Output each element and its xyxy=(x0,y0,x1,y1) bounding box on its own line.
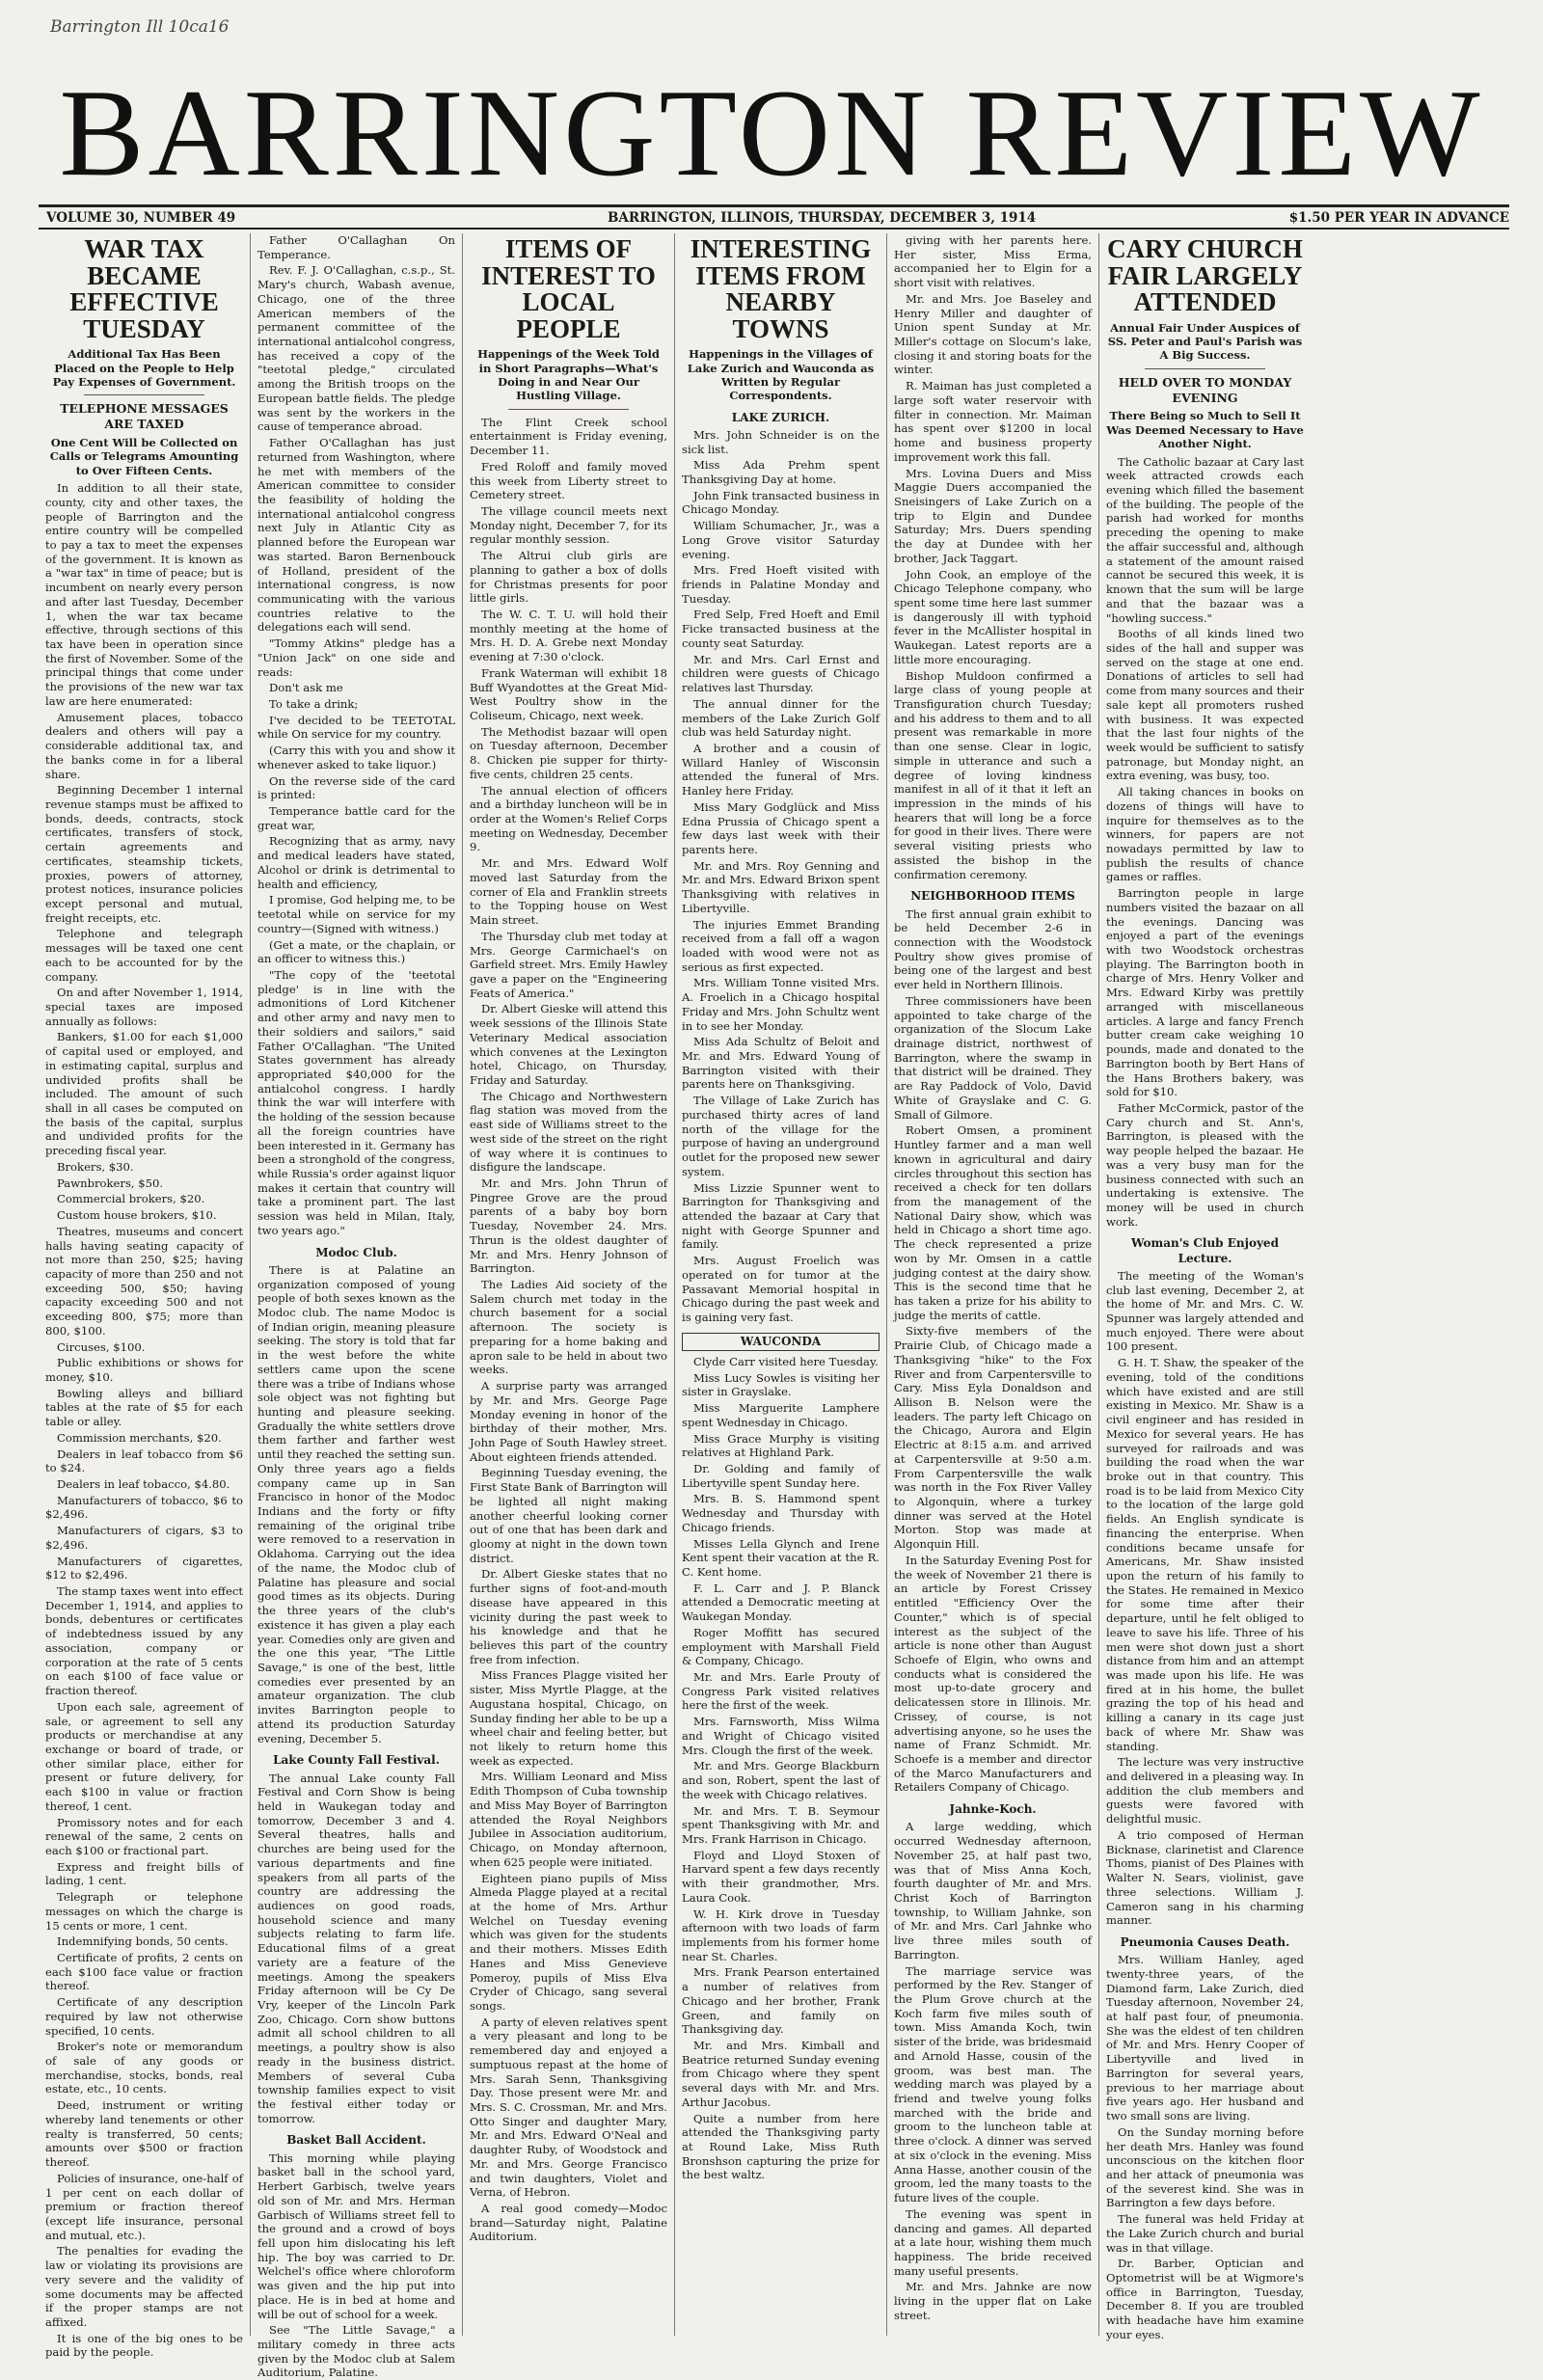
paragraph: Beginning December 1 internal revenue stamps must be affixed to bonds, deeds, contracts, stock certificates, transfers of stock, certain agreements and certificates, steamship tickets, proxies, powers of attorney, protest notices, insurance policies except personal and mutual, freight receipts, etc. xyxy=(45,783,243,925)
paragraph: (Carry this with you and show it whenever asked to take liquor.) xyxy=(257,744,455,771)
paragraph: A brother and a cousin of Willard Hanley of Wisconsin attended the funeral of Mrs. Hanley here Friday. xyxy=(682,741,880,798)
paragraph: In addition to all their state, county, city and other taxes, the people of Barrington and the entire country will be compelled to pay a tax to meet the expenses of the government. It is known as a "war tax" in time of peace; but is incumbent on nearly every person and after last Tuesday, December 1, when the war tax became effective, through sections of this tax have been in operation since the first of November. Some of the principal things that come under the provisions of the new war tax law are here enumerated: xyxy=(45,481,243,708)
subscription-price: $1.50 PER YEAR IN ADVANCE xyxy=(1288,210,1509,226)
paragraph: giving with her parents here. Her sister, Miss Erma, accompanied her to Elgin for a short visit with relatives. xyxy=(894,233,1092,290)
paragraph: Commercial brokers, $20. xyxy=(57,1192,205,1206)
paragraph: Policies of insurance, one-half of 1 per cent on each dollar of premium or fraction thereof (except life insurance, personal and mutual, etc.). xyxy=(45,2171,243,2242)
paragraph: There is at Palatine an organization composed of young people of both sexes known as the Modoc club. The name Modoc is of Indian origin, meaning pleasure seeking. The story is told that far in the west before the white settlers came upon the scene there was a tribe of Indians whose sole object was not fighting but hunting and pleasure seeking. Gradually the white settlers drove them farther and farther west until they reached the setting sun. Only three years ago a fields company came up in San Francisco in honor of the Modoc Indians and the forty or fifty remaining of the original tribe were removed to a reservation in Oklahoma. Carrying out the idea of the name, the Modoc club of Palatine has pleasure and social good times as its objects. During the three years of the club's existence it has given a play each year. Comedies only are given and the one this year, "The Little Savage," is one of the best, little comedies ever presented by an amateur organization. The club invites Barrington people to attend its production Saturday evening, December 5. xyxy=(257,1262,455,1745)
paragraph: Express and freight bills of lading, 1 cent. xyxy=(45,1859,243,1888)
subhead-monday-evening: HELD OVER TO MONDAY EVENING xyxy=(1118,374,1292,405)
paragraph: Bowling alleys and billiard tables at the rate of $5 for each table or alley. xyxy=(45,1386,243,1429)
article-body xyxy=(257,2151,455,2380)
paragraph: Father O'Callaghan On Temperance. xyxy=(257,233,455,261)
subhead-fall-festival: Lake County Fall Festival. xyxy=(273,1753,440,1768)
paragraph: Misses Lella Glynch and Irene Kent spent their vacation at the R. C. Kent home. xyxy=(682,1536,880,1579)
paragraph: Miss Lucy Sowles is visiting her sister in Grayslake. xyxy=(682,1370,880,1399)
paragraph: The Flint Creek school entertainment is Friday evening, December 11. xyxy=(470,415,667,458)
column-2 xyxy=(251,233,463,2380)
paragraph: The W. C. T. U. will hold their monthly meeting at the home of Mrs. H. D. A. Grebe next Monday evening at 7:30 o'clock. xyxy=(470,607,667,664)
paragraph: Dealers in leaf tobacco, $4.80. xyxy=(57,1477,230,1491)
paragraph: Brokers, $30. xyxy=(57,1159,134,1174)
paragraph: Mrs. Farnsworth, Miss Wilma and Wright of Chicago visited Mrs. Clough the first of the week. xyxy=(682,1715,880,1757)
paragraph: Miss Ada Prehm spent Thanksgiving Day at home. xyxy=(682,458,880,487)
article-body xyxy=(682,428,880,1325)
paragraph: "Tommy Atkins" pledge has a "Union Jack" on one side and reads: xyxy=(257,636,455,679)
paragraph: The Chicago and Northwestern flag station was moved from the east side of Williams street to the west side of the street on the right of way where it is continues to disfigure the landscape. xyxy=(470,1089,667,1175)
paragraph: Mr. and Mrs. John Thrun of Pingree Grove are the proud parents of a baby boy born Tuesday, November 24. Mrs. Thrun is the oldest daughter of Mr. and Mrs. Henry Johnson of Barrington. xyxy=(470,1176,667,1276)
paragraph: Rev. F. J. O'Callaghan, c.s.p., St. Mary's church, Wabash avenue, Chicago, one of the three American members of the permanent committee of the international antialcohol congress, has received a copy of the "teetotal pledge," circulated among the British troops on the European battle fields. The pledge was sent by the workers in the cause of temperance abroad. xyxy=(257,263,455,434)
subhead-pneumonia: Pneumonia Causes Death. xyxy=(1120,1934,1290,1949)
paragraph: Mr. and Mrs. Edward Wolf moved last Saturday from the corner of Ela and Franklin streets to the Topping house on West Main street. xyxy=(470,856,667,928)
paragraph: Temperance battle card for the great war, xyxy=(257,804,455,832)
paragraph: Dealers in leaf tobacco from $6 to $24. xyxy=(45,1447,243,1475)
paragraph: Mr. and Mrs. T. B. Seymour spent Thanksgiving with Mr. and Mrs. Frank Harrison in Chicago. xyxy=(682,1803,880,1846)
article-body xyxy=(470,416,667,2245)
paragraph: Mr. and Mrs. Earle Prouty of Congress Park visited relatives here the first of the week. xyxy=(682,1670,880,1713)
paragraph: Mrs. Frank Pearson entertained a number of relatives from Chicago and her brother, Frank Green, and family on Thanksgiving day. xyxy=(682,1965,880,2037)
paragraph: The Thursday club met today at Mrs. George Carmichael's on Garfield street. Mrs. Emily Hawley gave a paper on the "Engineering Feats of America." xyxy=(470,929,667,1000)
article-body xyxy=(682,1355,880,2182)
paragraph: A party of eleven relatives spent a very pleasant and long to be remembered day and enjoyed a sumptuous repast at the home of Mrs. Sarah Senn, Thanksgiving Day. Those present were Mr. and Mrs. S. C. Crossman, Mr. and Mrs. Otto Singer and daughter Mary, Mr. and Mrs. Edward O'Neal and daughter Ruby, of Woodstock and Mr. and Mrs. George Francisco and twin daughters, Violet and Verna, of Hebron. xyxy=(470,2015,667,2200)
paragraph: W. H. Kirk drove in Tuesday afternoon with two loads of farm implements from his former home near St. Charles. xyxy=(682,1907,880,1963)
paragraph: All taking chances in books on dozens of things will have to inquire for themselves as to the winners, for papers are not nowadays permitted by law to publish the results of chance games or raffles. xyxy=(1106,785,1304,884)
paragraph: Mr. and Mrs. Kimball and Beatrice returned Sunday evening from Chicago where they spent several days with Mr. and Mrs. Arthur Jacobus. xyxy=(682,2039,880,2109)
paragraph: Miss Marguerite Lamphere spent Wednesday in Chicago. xyxy=(682,1401,880,1429)
paragraph: Public exhibitions or shows for money, $10. xyxy=(45,1356,243,1384)
paragraph: Clyde Carr visited here Tuesday. xyxy=(693,1354,879,1368)
paragraph: Miss Ada Schultz of Beloit and Mr. and Mrs. Edward Young of Barrington visited with their parents here on Thanksgiving. xyxy=(682,1035,880,1092)
article-body xyxy=(1106,455,1304,1230)
paragraph: Floyd and Lloyd Stoxen of Harvard spent a few days recently with their grandmother, Mrs. Laura Cook. xyxy=(682,1848,880,1905)
paragraph: Upon each sale, agreement of sale, or agreement to sell any products or merchandise at any exchange or board of trade, or other similar place, either for present or future delivery, for each $100 in value or fraction thereof, 1 cent. xyxy=(45,1699,243,1813)
article-body xyxy=(894,907,1092,1796)
paragraph: The marriage service was performed by the Rev. Stanger of the Plum Grove church at the Koch farm five miles south of town. Miss Amanda Koch, twin sister of the bride, was bridesmaid and Arnold Hasse, cousin of the groom, was best man. The wedding march was played by a friend and twelve young folks marched with the bride and groom to the luncheon table at three o'clock. A dinner was served at six o'clock in the evening. Miss Anna Hasse, another cousin of the groom, led the many toasts to the future lives of the couple. xyxy=(894,1963,1092,2205)
paragraph: Dr. Barber, Optician and Optometrist will be at Wigmore's office in Barrington, Tuesday, December 8. If you are troubled with headache have him examine your eyes. xyxy=(1106,2257,1304,2341)
paragraph: On and after November 1, 1914, special taxes are imposed annually as follows: xyxy=(45,986,243,1028)
column-6 xyxy=(1099,233,1311,2341)
paragraph: The stamp taxes went into effect December 1, 1914, and applies to bonds, debentures or certificates of indebtedness issued by any association, company or corporation at the rate of 5 cents on each $100 of face value or fraction thereof. xyxy=(45,1584,243,1698)
paragraph: Three commissioners have been appointed to take charge of the organization of the Slocum Lake drainage district, northwest of Barrington, where the swamp in that district will be drained. They are Ray Paddock of Volo, David White of Grayslake and C. G. Small of Gilmore. xyxy=(894,993,1092,1122)
headline-nearby-towns: INTERESTING ITEMS FROM NEARBY TOWNS xyxy=(690,234,872,343)
column-1 xyxy=(39,233,251,2360)
deck-war-tax: Additional Tax Has Been Placed on the People to Help Pay Expenses of Government. xyxy=(52,347,236,389)
paragraph: A surprise party was arranged by Mr. and Mrs. George Page Monday evening in honor of the birthday of their mother, Mrs. John Page of South Hawley street. About eighteen friends attended. xyxy=(470,1379,667,1464)
paragraph: Dr. Golding and family of Libertyville spent Sunday here. xyxy=(682,1461,880,1490)
paragraph: Mr. and Mrs. George Blackburn and son, Robert, spent the last of the week with Chicago relatives. xyxy=(682,1759,880,1801)
article-body xyxy=(257,233,455,1238)
paragraph: The village council meets next Monday night, December 7, for its regular monthly session. xyxy=(470,503,667,547)
paragraph: Mrs. B. S. Hammond spent Wednesday and Thursday with Chicago friends. xyxy=(682,1492,880,1534)
paragraph: Manufacturers of tobacco, $6 to $2,496. xyxy=(45,1493,243,1522)
paragraph: The funeral was held Friday at the Lake Zurich church and burial was in that village. xyxy=(1106,2212,1304,2255)
bottom-rule xyxy=(39,228,1509,230)
paragraph: Bankers, $1.00 for each $1,000 of capital used or employed, and in estimating capital, surplus and undivided profits shall be included. The amount of such shall in all cases be computed on the basis of the capital, surplus and undivided profits for the preceding fiscal year. xyxy=(45,1030,243,1158)
paragraph: Father McCormick, pastor of the Cary church and St. Ann's, Barrington, is pleased with the way people helped the bazaar. He was a very busy man for the business connected with such an undertaking is extensive. The money will be used in church work. xyxy=(1106,1100,1304,1229)
paragraph: Frank Waterman will exhibit 18 Buff Wyandottes at the Great Mid-West Poultry show in the Coliseum, Chicago, next week. xyxy=(470,665,667,722)
article-body xyxy=(894,1820,1092,2322)
paragraph: Dr. Albert Gieske states that no further signs of foot-and-mouth disease have appeared in this vicinity during the past week to his knowledge and that he believes this part of the country free from infection. xyxy=(470,1567,667,1666)
subhead-jahnke-koch: Jahnke-Koch. xyxy=(949,1802,1037,1817)
paragraph: Fred Roloff and family moved this week from Liberty street to Cemetery street. xyxy=(470,459,667,502)
paragraph: Mrs. William Hanley, aged twenty-three years, of the Diamond farm, Lake Zurich, died Tuesday afternoon, November 24, at half past four, of pneumonia. She was the eldest of ten children of Mr. and Mrs. Henry Cooper of Libertyville and lived in Barrington for several years, previous to her marriage about five years ago. Her husband and two small sons are living. xyxy=(1106,1953,1304,2123)
column-4 xyxy=(675,233,887,2336)
paragraph: Manufacturers of cigars, $3 to $2,496. xyxy=(45,1524,243,1552)
paragraph: John Fink transacted business in Chicago Monday. xyxy=(682,488,880,517)
article-body xyxy=(1106,1269,1304,1928)
article-body xyxy=(257,1263,455,1745)
paragraph: Barrington people in large numbers visited the bazaar on all the evenings. Dancing was enjoyed a part of the evenings with two Woodstock orchestras playing. The Barrington booth in charge of Mrs. Henry Volker and Mrs. Edward Kirby was prettily arranged with miscellaneous articles. A large and fancy French butter cream cake weighing 10 pounds, made and donated to the Barrington booth by Bert Hans of the Hans Brothers bakery, was sold for $10. xyxy=(1106,886,1304,1099)
paragraph: Fred Selp, Fred Hoeft and Emil Ficke transacted business at the county seat Saturday. xyxy=(682,608,880,650)
paragraph: The meeting of the Woman's club last evening, December 2, at the home of Mr. and Mrs. C. W. Spunner was largely attended and much enjoyed. There were about 100 present. xyxy=(1106,1268,1304,1354)
subhead-womans-club: Woman's Club Enjoyed Lecture. xyxy=(1131,1236,1279,1265)
paragraph: The Altrui club girls are planning to gather a box of dolls for Christmas presents for poor little girls. xyxy=(470,549,667,606)
paragraph: "The copy of the 'teetotal pledge' is in line with the admonitions of Lord Kitchener and other army and navy men to their soldiers and sailors," said Father O'Callaghan. "The United States government has already appropriated $40,000 for the antialcohol congress. I hardly think the war will interfere with the holding of the session because all the foreign countries have been interested in it. Germany has been a stronghold of the congress, while Russia's order against liquor makes it certain that country will take a prominent part. The last session was held in Milan, Italy, two years ago." xyxy=(257,967,455,1237)
subhead-wauconda: WAUCONDA xyxy=(682,1333,880,1351)
paragraph: R. Maiman has just completed a large soft water reservoir with filter in connection. Mr. Maiman has spent over $1200 in local home and business property improvement work this fall. xyxy=(894,379,1092,464)
paragraph: Promissory notes and for each renewal of the same, 2 cents on each $100 or fractional part. xyxy=(45,1815,243,1857)
paragraph: Father O'Callaghan has just returned from Washington, where he met with members of the American committee to consider the feasibility of holding the international antialcohol congress next July in Atlantic City as planned before the European war was started. Baron Bernenbouck of Holland, president of the international congress, is now communicating with the various countries relative to the delegations each will send. xyxy=(257,436,455,635)
paragraph: Quite a number from here attended the Thanksgiving party at Round Lake, Miss Ruth Bronshson capturing the prize for the best waltz. xyxy=(682,2111,880,2182)
paragraph: In the Saturday Evening Post for the week of November 21 there is an article by Forest Crissey entitled "Efficiency Over the Counter," which is of special interest as the subject of the article is none other than August Schoefe of Elgin, who owns and conducts what is considered the most up-to-date grocery and delicatessen store in Illinois. Mr. Crissey, of course, is not advertising anyone, so he uses the name of Franz Schmidt. Mr. Schoefe is a member and director of the Marco Manufacturers and Retailers Company of Chicago. xyxy=(894,1553,1092,1795)
masthead-title: BARRINGTON REVIEW xyxy=(59,63,1484,203)
paragraph: On the reverse side of the card is printed: xyxy=(257,773,455,802)
deck-cary-fair: Annual Fair Under Auspices of SS. Peter and Paul's Parish was A Big Success. xyxy=(1107,320,1303,363)
paragraph: Eighteen piano pupils of Miss Almeda Plagge played at a recital at the home of Mrs. Arthur Welchel on Tuesday evening which was given for the students and their mothers. Misses Edith Hanes and Miss Genevieve Pomeroy, pupils of Miss Elva Cryder of Chicago, sang several songs. xyxy=(470,1871,667,2013)
paragraph: Mrs. Lovina Duers and Miss Maggie Duers accompanied the Sneisingers of Lake Zurich on a trip to Elgin and Dundee Saturday; Mrs. Duers spending the day at Dundee with her brother, Jack Taggart. xyxy=(894,466,1092,565)
paragraph: Certificate of profits, 2 cents on each $100 face value or fraction thereof. xyxy=(45,1951,243,1993)
paragraph: Pawnbrokers, $50. xyxy=(57,1176,164,1190)
paragraph: Mrs. William Tonne visited Mrs. A. Froelich in a Chicago hospital Friday and Mrs. John Schultz went in to see her Monday. xyxy=(682,976,880,1033)
paragraph: A real good comedy—Modoc brand—Saturday night, Palatine Auditorium. xyxy=(470,2202,667,2244)
headline-cary-fair: CARY CHURCH FAIR LARGELY ATTENDED xyxy=(1107,234,1303,317)
paragraph: Certificate of any description required by law not otherwise specified, 10 cents. xyxy=(45,1995,243,2038)
paragraph: The Village of Lake Zurich has purchased thirty acres of land north of the village for the purpose of having an underground outlet for the proposed new sewer system. xyxy=(682,1094,880,1178)
paragraph: Manufacturers of cigarettes, $12 to $2,496. xyxy=(45,1554,243,1582)
paragraph: Commission merchants, $20. xyxy=(57,1430,222,1445)
paragraph: Indemnifying bonds, 50 cents. xyxy=(57,1934,229,1949)
paragraph: See "The Little Savage," a military comedy in three acts given by the Modoc club at Salem Auditorium, Palatine. xyxy=(257,2323,455,2380)
deck-telephone-tax: One Cent Will be Collected on Calls or Telegrams Amounting to Over Fifteen Cents. xyxy=(49,436,239,477)
paragraph: Roger Moffitt has secured employment with Marshall Field & Company, Chicago. xyxy=(682,1625,880,1668)
deck-monday-evening: There Being so Much to Sell It Was Deemed Necessary to Have Another Night. xyxy=(1106,409,1304,451)
paragraph: I promise, God helping me, to be teetotal while on service for my country—(Signed with witness.) xyxy=(257,893,456,935)
paragraph: The Ladies Aid society of the Salem church met today in the church basement for a social afternoon. The society is preparing for a home baking and apron sale to be held in about two weeks. xyxy=(470,1278,667,1377)
paragraph: Don't ask me xyxy=(269,681,343,695)
paragraph: Mr. and Mrs. Joe Baseley and Henry Miller and daughter of Union spent Sunday at Mr. Miller's cottage on Slocum's lake, closing it and storing boats for the winter. xyxy=(894,291,1092,377)
paragraph: Sixty-five members of the Prairie Club, of Chicago made a Thanksgiving "hike" to the Fox River and from Carpentersville to Cary. Miss Eyla Donaldson and Allison B. Nelson were the leaders. The party left Chicago on the Chicago, Aurora and Elgin Electric at 8:15 a.m. and arrived at Carpentersville at 9:50 a.m. From Carpentersville the walk was north in the Fox River Valley to Algonquin, where a turkey dinner was served at the Hotel Morton. Stop was made at Algonquin Hill. xyxy=(894,1324,1092,1552)
paragraph: Miss Grace Murphy is visiting relatives at Highland Park. xyxy=(682,1431,880,1460)
paragraph: (Get a mate, or the chaplain, or an officer to witness this.) xyxy=(257,937,455,966)
paragraph: A large wedding, which occurred Wednesday afternoon, November 25, at half past two, was that of Miss Anna Koch, fourth daughter of Mr. and Mrs. Christ Koch of Barrington township, to William Jahnke, son of Mr. and Mrs. Carl Jahnke who live three miles south of Barrington. xyxy=(894,1820,1092,1961)
paragraph: The first annual grain exhibit to be held December 2-6 in connection with the Woodstock Poultry show gives promise of being one of the largest and best ever held in Northern Illinois. xyxy=(894,906,1092,992)
paragraph: Mr. and Mrs. Jahnke are now living in the upper flat on Lake street. xyxy=(894,2280,1092,2322)
paragraph: Telegraph or telephone messages on which the charge is 15 cents or more, 1 cent. xyxy=(45,1890,243,1933)
dateline-bar xyxy=(39,207,1509,228)
paragraph: This morning while playing basket ball in the school yard, Herbert Garbisch, twelve years old son of Mr. and Mrs. Herman Garbisch of Williams street fell to the ground and a crowd of boys fell upon him dislocating his left hip. The boy was carried to Dr. Welchel's office where chloroform was given and the hip put into place. He is in bed at home and will be out of school for a week. xyxy=(257,2150,455,2321)
paragraph: Amusement places, tobacco dealers and others will pay a considerable additional tax, and the banks come in for a liberal share. xyxy=(45,710,243,781)
columns xyxy=(39,233,1509,2380)
paragraph: William Schumacher, Jr., was a Long Grove visitor Saturday evening. xyxy=(682,519,880,561)
paragraph: Miss Lizzie Spunner went to Barrington for Thanksgiving and attended the bazaar at Cary that night with George Spunner and family. xyxy=(682,1180,880,1252)
paragraph: The annual dinner for the members of the Lake Zurich Golf club was held Saturday night. xyxy=(682,696,880,740)
paragraph: I've decided to be TEETOTAL while On service for my country. xyxy=(257,713,455,742)
paragraph: Custom house brokers, $10. xyxy=(57,1208,217,1223)
paragraph: Recognizing that as army, navy and medical leaders have stated, Alcohol or drink is detrimental to health and efficiency, xyxy=(257,834,455,891)
paragraph: Dr. Albert Gieske will attend this week sessions of the Illinois State Veterinary Medical association which convenes at the Lexington hotel, Chicago, on Thursday, Friday and Saturday. xyxy=(470,1002,667,1087)
paragraph: The Methodist bazaar will open on Tuesday afternoon, December 8. Chicken pie supper for thirty-five cents, children 25 cents. xyxy=(470,724,667,781)
handwritten-note: Barrington Ill 10ca16 xyxy=(50,17,230,37)
article-body xyxy=(257,1771,455,2126)
paragraph: The injuries Emmet Branding received from a fall off a wagon loaded with wood were not as serious as first expected. xyxy=(682,917,880,974)
article-body xyxy=(1106,1953,1304,2341)
paragraph: Circuses, $100. xyxy=(57,1339,146,1354)
deck-nearby-towns: Happenings in the Villages of Lake Zurich and Wauconda as Written by Regular Correspondents. xyxy=(687,347,875,403)
deck-local-items: Happenings of the Week Told in Short Paragraphs—What's Doing in and Near Our Hustling Village. xyxy=(477,347,660,403)
paragraph: Mrs. Fred Hoeft visited with friends in Palatine Monday and Tuesday. xyxy=(682,563,880,606)
paragraph: Mrs. August Froelich was operated on for tumor at the Passavant Memorial hospital in Chicago during the past week and is gaining very fast. xyxy=(682,1254,880,1324)
headline-war-tax: WAR TAX BECAME EFFECTIVE TUESDAY xyxy=(69,234,219,343)
paragraph: F. L. Carr and J. P. Blanck attended a Democratic meeting at Waukegan Monday. xyxy=(682,1581,880,1624)
paragraph: The penalties for evading the law or violating its provisions are very severe and the validity of some documents may be affected if the proper stamps are not affixed. xyxy=(45,2244,243,2329)
paragraph: John Cook, an employe of the Chicago Telephone company, who spent some time here last summer is dangerously ill with typhoid fever in the McAllister hospital in Waukegan. Latest reports are a little more encouraging. xyxy=(894,567,1092,666)
subhead-modoc-club: Modoc Club. xyxy=(315,1245,397,1259)
paragraph: Robert Omsen, a prominent Huntley farmer and a man well known in agricultural and dairy circles throughout this section has received a check for ten dollars from the management of the National Dairy show, which was held in Chicago a short time ago. The check represented a prize won by Mr. Omsen in a cattle judging contest at the dairy show. This is the second time that he has taken a prize for his ability to judge the merits of cattle. xyxy=(894,1123,1092,1322)
column-3 xyxy=(463,233,675,2336)
place-date: BARRINGTON, ILLINOIS, THURSDAY, DECEMBER 3, 1914 xyxy=(608,210,1037,226)
paragraph: Deed, instrument or writing whereby land tenements or other realty is transferred, 50 cents; amounts over $500 or fraction thereof. xyxy=(45,2098,243,2170)
subhead-lake-zurich: LAKE ZURICH. xyxy=(731,410,830,424)
paragraph: Broker's note or memorandum of sale of any goods or merchandise, stocks, bonds, real estate, etc., 10 cents. xyxy=(45,2040,243,2096)
paragraph: A trio composed of Herman Bicknase, clarinetist and Clarence Thoms, pianist of Des Plaines with Walter N. Sears, violinist, gave three selections. William J. Cameron sang in his charming manner. xyxy=(1106,1827,1304,1928)
paragraph: Miss Mary Godglück and Miss Edna Prussia of Chicago spent a few days last week with their parents here. xyxy=(682,799,880,856)
paragraph: G. H. T. Shaw, the speaker of the evening, told of the conditions which have existed and are still existing in Mexico. Mr. Shaw is a civil engineer and has resided in Mexico for several years. He has surveyed for railroads and was building the road when the war broke out in that country. This road is to be laid from Mexico City to the location of the large gold fields. An English syndicate is financing the enterprise. When conditions became unsafe for Americans, Mr. Shaw insisted upon the return of his family to the States. He remained in Mexico for some time after their departure, until he felt obliged to leave to save his life. Three of his men were shot down just a short distance from him and an attempt was made upon his life. He was fired at in his home, the bullet grazing the top of his head and killing a canary in its cage just back of where Mr. Shaw was standing. xyxy=(1106,1356,1304,1753)
divider xyxy=(84,394,204,395)
paragraph: It is one of the big ones to be paid by the people. xyxy=(45,2331,243,2360)
subhead-neighborhood-items: NEIGHBORHOOD ITEMS xyxy=(910,889,1075,904)
paragraph: Miss Frances Plagge visited her sister, Miss Myrtle Plagge, at the Augustana hospital, Chicago, on Sunday finding her able to be up a wheel chair and feeling better, but not likely to return home this week as expected. xyxy=(470,1668,667,1768)
paragraph: Mrs. John Schneider is on the sick list. xyxy=(682,427,880,456)
paragraph: Mr. and Mrs. Roy Genning and Mr. and Mrs. Edward Brixon spent Thanksgiving with relatives in Libertyville. xyxy=(682,858,880,915)
volume-number: VOLUME 30, NUMBER 49 xyxy=(46,210,236,226)
paragraph: Theatres, museums and concert halls having seating capacity of not more than 250, $25; having capacity of more than 250 and not exceeding 500, $50; having capacity exceeding 500 and not exceeding 800, $75; more than 800, $100. xyxy=(45,1224,243,1338)
paragraph: Mr. and Mrs. Carl Ernst and children were guests of Chicago relatives last Thursday. xyxy=(682,652,880,695)
subhead-telephone-tax: TELEPHONE MESSAGES ARE TAXED xyxy=(60,401,229,432)
paragraph: On the Sunday morning before her death Mrs. Hanley was found unconscious on the kitchen floor and her attack of pneumonia was of the severest kind. She was in Barrington a few days before. xyxy=(1106,2124,1304,2210)
headline-local-items: ITEMS OF INTEREST TO LOCAL PEOPLE xyxy=(481,234,656,343)
paragraph: The Catholic bazaar at Cary last week attracted crowds each evening which filled the basement of the building. The people of the parish had worked for months preceding the opening to make the affair successful and, although a statement of the amount raised cannot be secured this week, it is known that the sum will be large and that the bazaar was a "howling success." xyxy=(1106,454,1304,625)
paragraph: Booths of all kinds lined two sides of the hall and supper was served on the stage at one end. Donations of articles to sell had come from many sources and their sale kept all promoters rushed with business. It was expected that the last four nights of the week would be sufficient to satisfy patronage, but Monday night, an extra evening, was busy, too. xyxy=(1106,627,1304,783)
paragraph: Mrs. William Leonard and Miss Edith Thompson of Cuba township and Miss May Boyer of Barrington attended the Royal Neighbors Jubilee in Association auditorium, Chicago, on Monday afternoon, when 625 people were initiated. xyxy=(470,1770,667,1869)
divider xyxy=(1145,368,1265,369)
paragraph: Bishop Muldoon confirmed a large class of young people at Transfiguration church Tuesday; and his address to them and to all present was remarkable in more than one sense. Clear in logic, simple in utterance and such a degree of loving kindness manifest in all of it that it left an impression in the minds of his hearers that will long be a force for good in their lives. There were several visiting priests who assisted the bishop in the confirmation ceremony. xyxy=(894,668,1092,881)
paragraph: Beginning Tuesday evening, the First State Bank of Barrington will be lighted all night making another cheerful looking corner out of one that has been dark and gloomy at night in the down town district. xyxy=(470,1466,667,1565)
divider xyxy=(508,409,629,410)
paragraph: Telephone and telegraph messages will be taxed one cent each to be accounted for by the company. xyxy=(45,927,243,984)
paragraph: To take a drink; xyxy=(269,697,359,711)
paragraph: The evening was spent in dancing and games. All departed at a late hour, wishing them much happiness. The bride received many useful presents. xyxy=(894,2206,1092,2278)
column-5 xyxy=(887,233,1099,2336)
paragraph: The annual Lake county Fall Festival and Corn Show is being held in Waukegan today and tomorrow, December 3 and 4. Several theatres, halls and churches are being used for the various departments and fine speakers from all parts of the country are addressing the audiences on good roads, household science and many subjects relating to farm life. Educational films of a great variety are a feature of the meetings. Among the speakers Friday afternoon will be Cy De Vry, keeper of the Lincoln Park Zoo, Chicago. Corn show buttons admit all school children to all meetings, a poultry show is also ready in the business district. Members of several Cuba township families expect to visit the festival either today or tomorrow. xyxy=(257,1771,455,2125)
article-body xyxy=(45,481,243,2360)
subhead-basket-ball: Basket Ball Accident. xyxy=(286,2133,426,2148)
paragraph: The lecture was very instructive and delivered in a pleasing way. In addition the club members and guests were favored with delightful music. xyxy=(1106,1755,1304,1826)
article-body xyxy=(894,233,1092,881)
paragraph: The annual election of officers and a birthday luncheon will be in order at the Women's Relief Corps meeting on Wednesday, December 9. xyxy=(470,783,667,854)
